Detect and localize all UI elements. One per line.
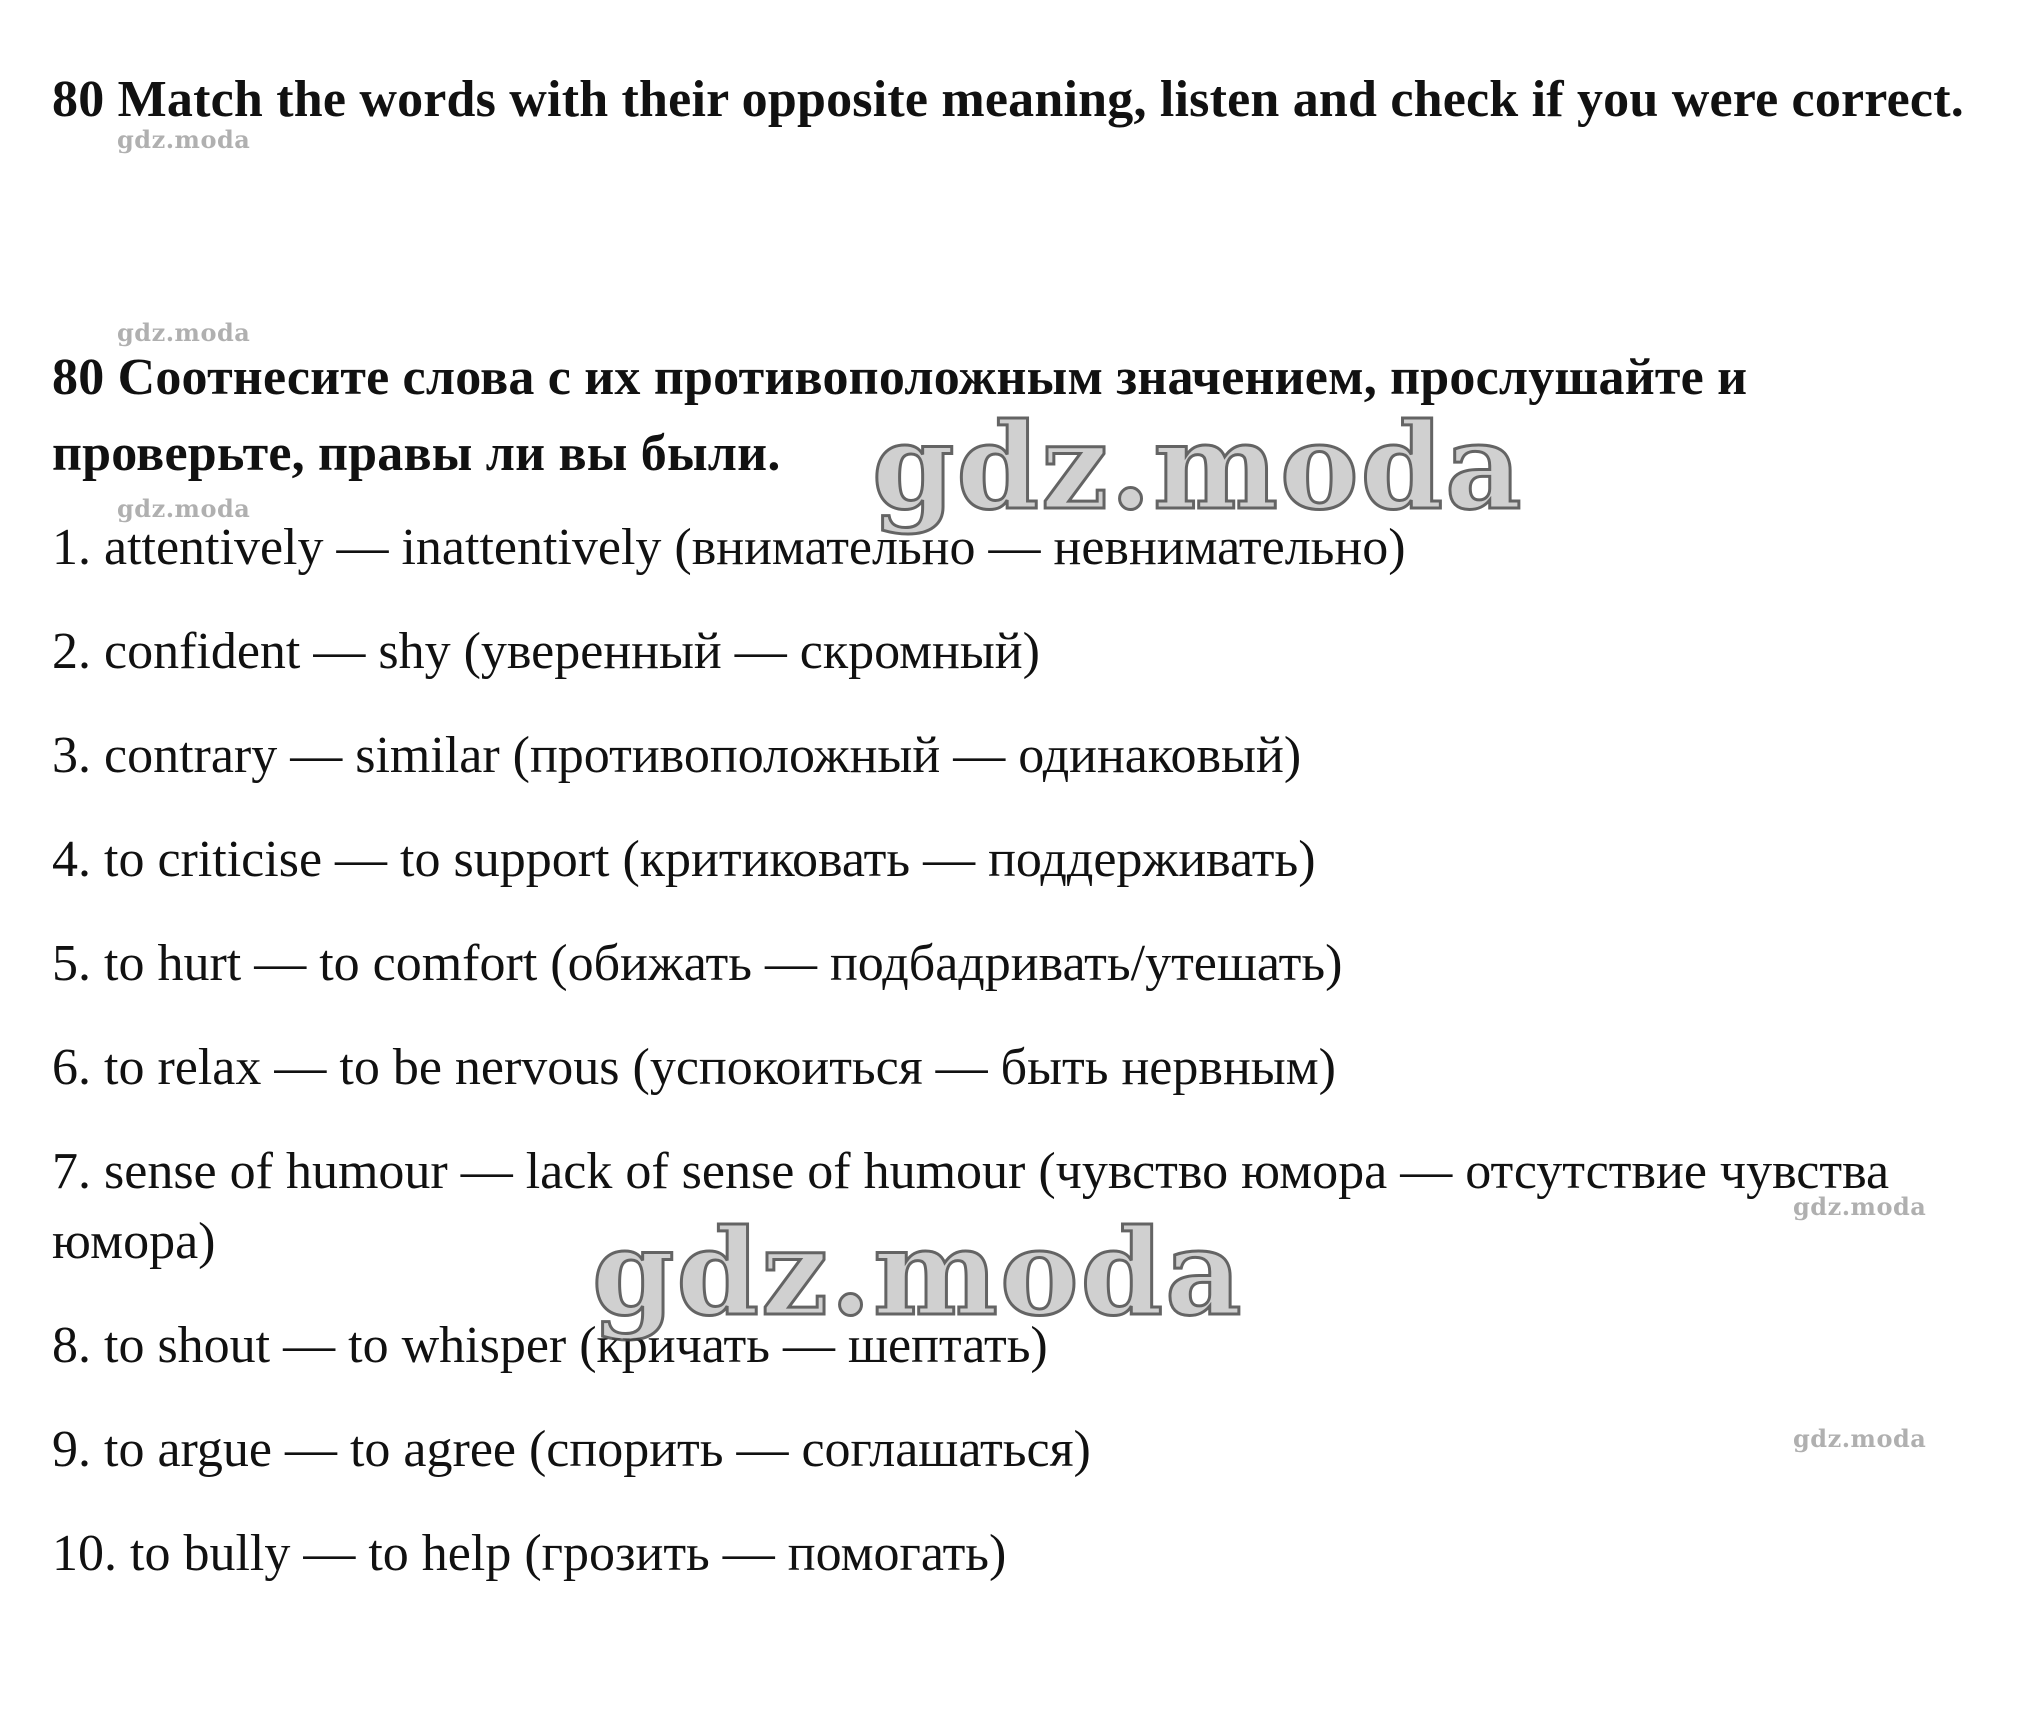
list-item: 9. to argue — to agree (спорить — соглашаться) [52,1421,1091,1478]
list-item: 8. to shout — to whisper (кричать — шептать) [52,1317,1048,1374]
list-item: 6. to relax — to be nervous (успокоиться — быть нервным) [52,1039,1336,1096]
list-item: 10. to bully — to help (грозить — помогать) [52,1525,1007,1582]
list-item: 5. to hurt — to comfort (обижать — подбадривать/утешать) [52,935,1343,992]
exercise-heading-russian: 80 Соотнесите слова с их противоположным значением, прослушайте и проверьте, правы ли вы были. [52,349,1748,482]
watermark-large: gdz.moda [872,397,1524,536]
list-item: 7. sense of humour — lack of sense of humour (чувство юмора — отсутствие чувства юмора) [52,1143,1890,1270]
watermark-small: gdz.moda [1793,1424,1927,1453]
list-item: 2. confident — shy (уверенный — скромный) [52,623,1040,680]
list-item: 3. contrary — similar (противоположный — одинаковый) [52,727,1302,784]
watermark-small: gdz.moda [117,318,251,347]
watermark-small: gdz.moda [117,125,251,154]
list-item: 4. to criticise — to support (критиковать — поддерживать) [52,831,1316,888]
watermark-small: gdz.moda [1793,1192,1927,1221]
watermark-small: gdz.moda [117,494,251,523]
exercise-heading-english: 80 Match the words with their opposite meaning, listen and check if you were correct. [52,71,1964,128]
watermark-large: gdz.moda [592,1203,1244,1342]
list-item: 1. attentively — inattentively (внимательно — невнимательно) [52,519,1406,576]
